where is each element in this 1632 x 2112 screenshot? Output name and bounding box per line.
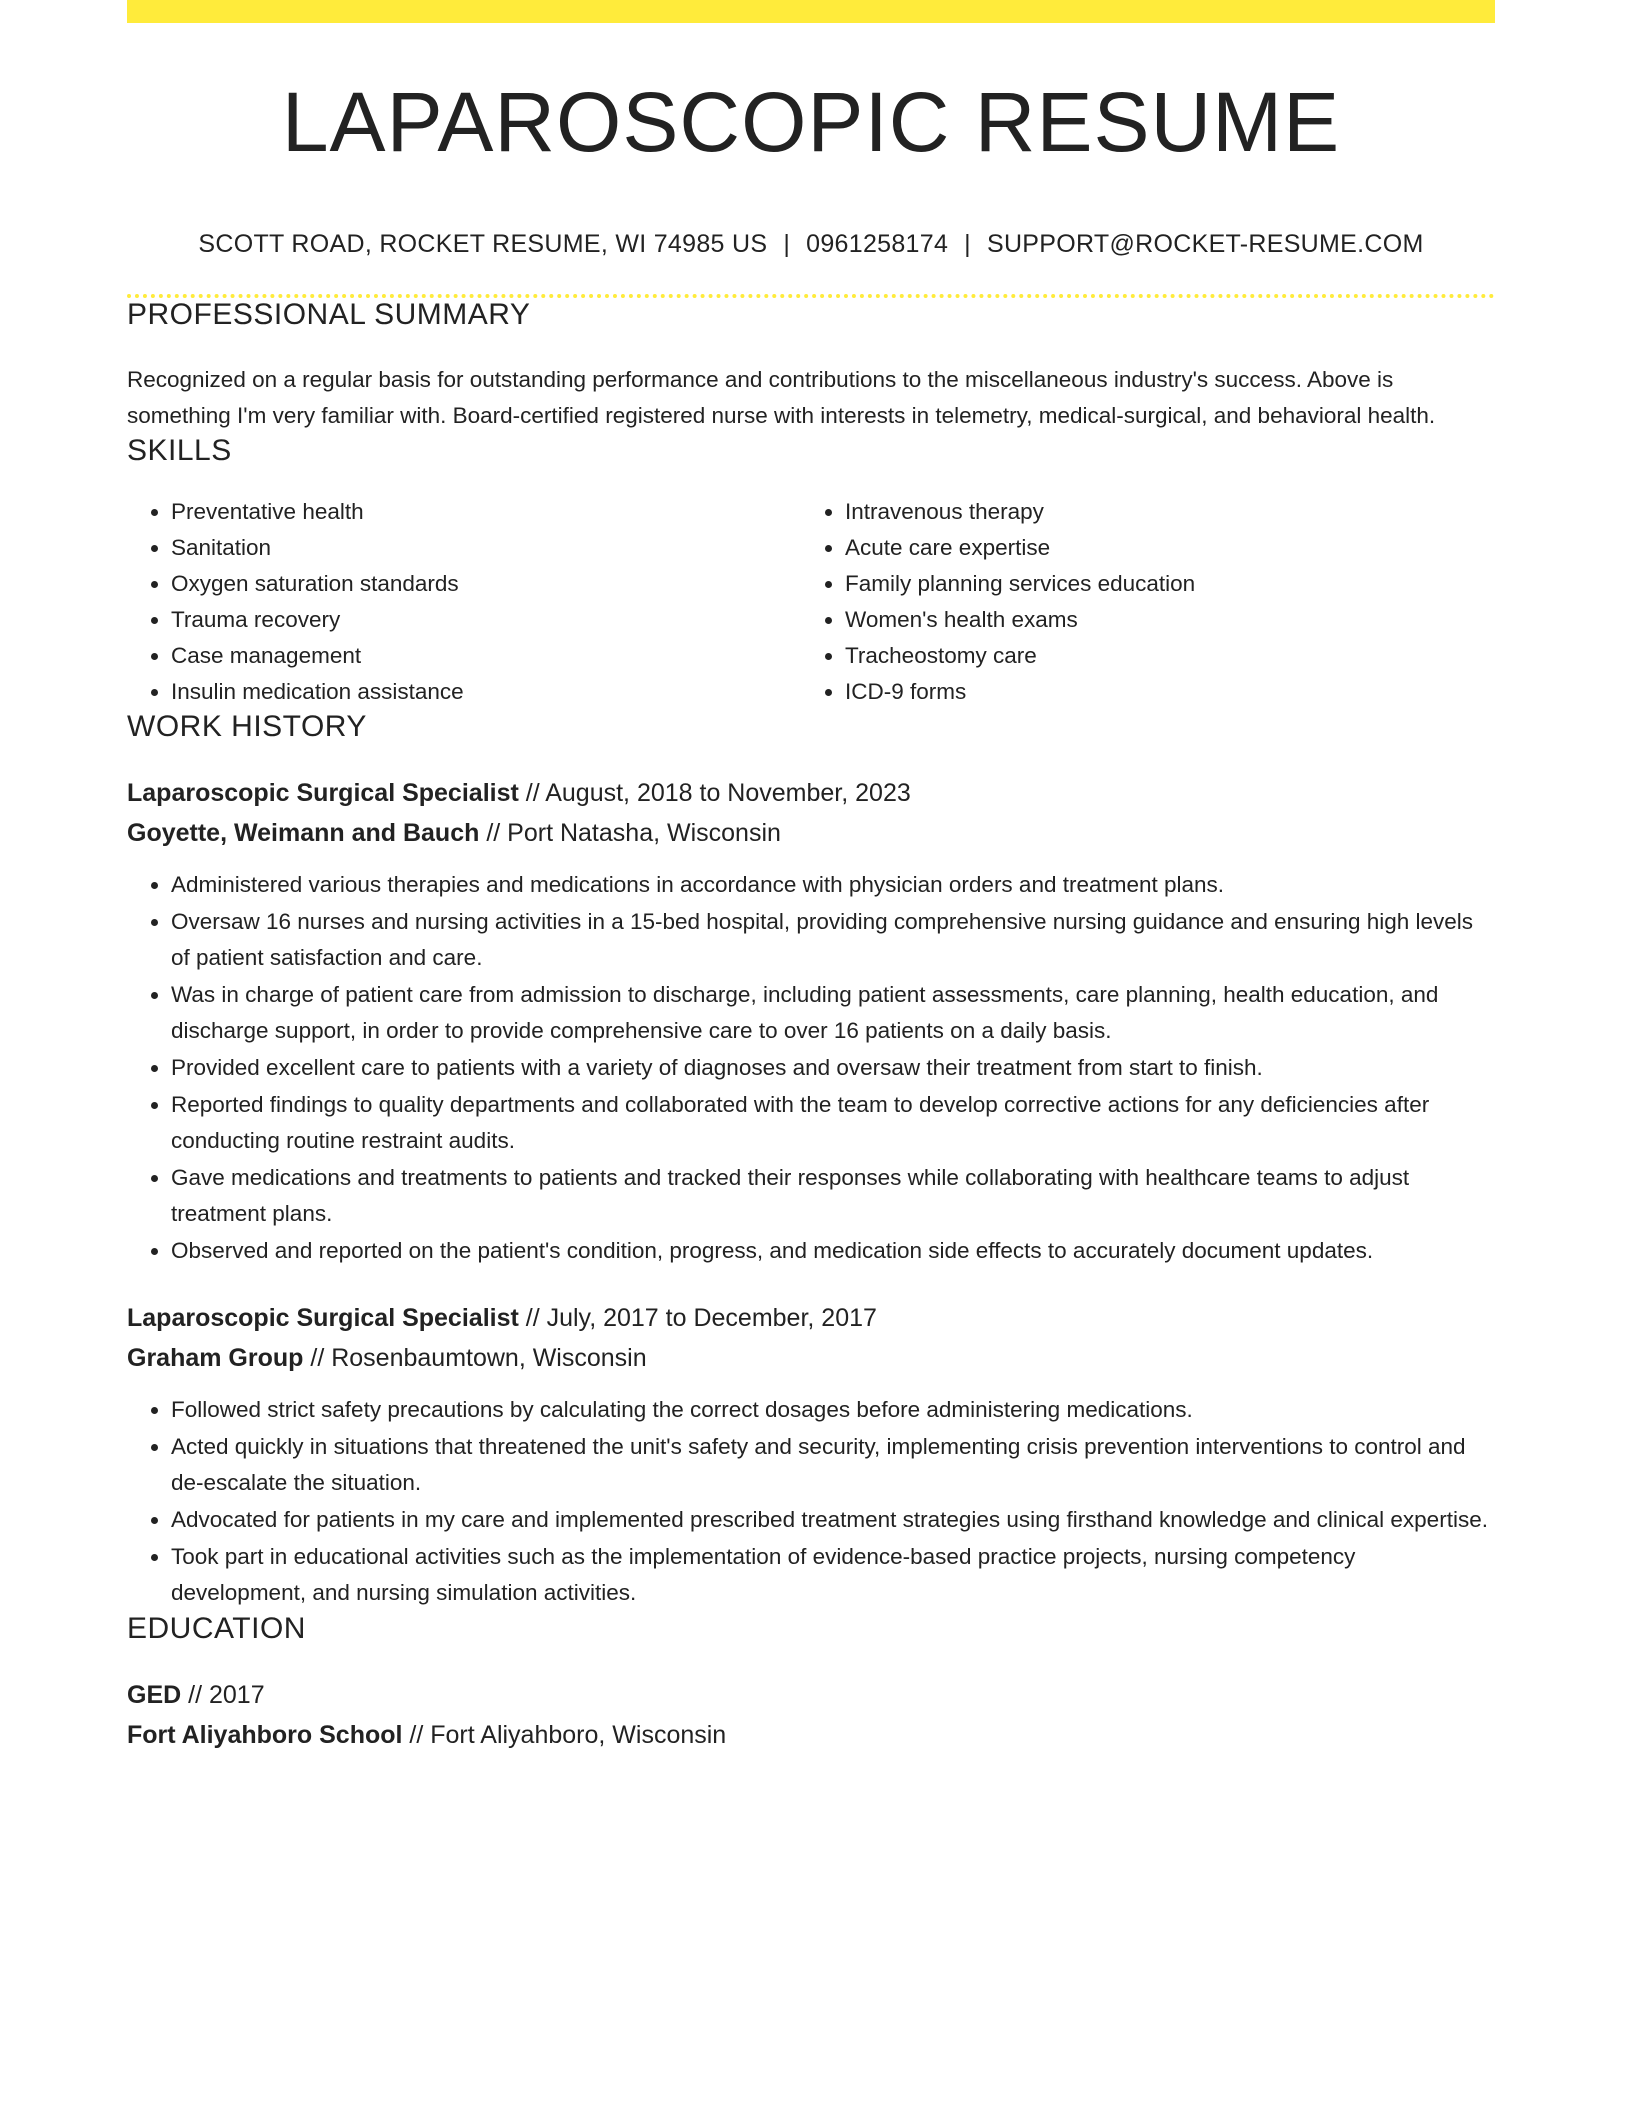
contact-line — [127, 230, 1495, 259]
job-bullet: • Administered various therapies and medications in accordance with physician orders and treatment plans. — [171, 867, 1495, 903]
job-bullet: • Reported findings to quality departments and collaborated with the team to develop corrective actions for any deficiencies after conducting routine restraint audits. — [171, 1087, 1495, 1159]
job-bullet: • Was in charge of patient care from admission to discharge, including patient assessments, care planning, health education, and discharge support, in order to provide comprehensive care to over 16 patients on a daily basis. — [171, 977, 1495, 1049]
job-bullet: • Advocated for patients in my care and implemented prescribed treatment strategies using firsthand knowledge and clinical expertise. — [171, 1502, 1495, 1538]
skill-item: • Intravenous therapy — [845, 494, 1475, 530]
education-degree: GED — [127, 1681, 182, 1710]
job-bullets — [127, 1392, 1495, 1611]
skill-item: • Preventative health — [171, 494, 801, 530]
contact-separator: | — [964, 230, 971, 259]
skill-item: • Acute care expertise — [845, 530, 1475, 566]
resume-content — [127, 0, 1495, 1755]
job-title-line — [127, 1298, 1495, 1338]
skill-item: • Family planning services education — [845, 566, 1475, 602]
job-bullet: • Followed strict safety precautions by calculating the correct dosages before administering medications. — [171, 1392, 1495, 1428]
education-school-line — [127, 1715, 1495, 1755]
job-bullet: • Acted quickly in situations that threatened the unit's safety and security, implementing crisis prevention interventions to control and de-escalate the situation. — [171, 1429, 1495, 1501]
job-company: Goyette, Weimann and Bauch — [127, 819, 480, 848]
job-company-line — [127, 1338, 1495, 1378]
job-entry — [127, 773, 1495, 1269]
education-degree-line — [127, 1675, 1495, 1715]
job-location: // Port Natasha, Wisconsin — [486, 819, 781, 848]
skills-right-list — [801, 494, 1475, 710]
job-bullets — [127, 867, 1495, 1269]
work-history-heading: WORK HISTORY — [127, 710, 367, 744]
education-school: Fort Aliyahboro School — [127, 1721, 403, 1750]
job-bullet: • Oversaw 16 nurses and nursing activities in a 15-bed hospital, providing comprehensive nursing guidance and ensuring high levels of patient satisfaction and care. — [171, 904, 1495, 976]
summary-heading: PROFESSIONAL SUMMARY — [127, 298, 531, 332]
job-company-line — [127, 813, 1495, 853]
job-bullet: • Observed and reported on the patient's condition, progress, and medication side effects to accurately document updates. — [171, 1233, 1495, 1269]
education-location: // Fort Aliyahboro, Wisconsin — [409, 1721, 727, 1750]
resume-title: LAPAROSCOPIC RESUME — [281, 75, 1341, 169]
skill-item: • ICD-9 forms — [845, 674, 1475, 710]
contact-email: SUPPORT@ROCKET-RESUME.COM — [986, 230, 1424, 259]
job-company: Graham Group — [127, 1344, 304, 1373]
job-dates: // July, 2017 to December, 2017 — [525, 1304, 877, 1333]
job-dates: // August, 2018 to November, 2023 — [525, 779, 911, 808]
job-title: Laparoscopic Surgical Specialist — [127, 779, 519, 808]
skill-item: • Trauma recovery — [171, 602, 801, 638]
education-year: // 2017 — [188, 1681, 265, 1710]
contact-address: SCOTT ROAD, ROCKET RESUME, WI 74985 US — [198, 230, 768, 259]
skill-item: • Oxygen saturation standards — [171, 566, 801, 602]
job-bullet: • Provided excellent care to patients with a variety of diagnoses and oversaw their treatment from start to finish. — [171, 1050, 1495, 1086]
summary-text: Recognized on a regular basis for outstanding performance and contributions to the miscellaneous industry's success. Above is something I'm very familiar with. Board-certified registered nurse with interests in telemetry, medical-surgical, and behavioral health. — [127, 367, 1436, 429]
contact-separator: | — [783, 230, 791, 259]
skill-item: • Case management — [171, 638, 801, 674]
job-title: Laparoscopic Surgical Specialist — [127, 1304, 519, 1333]
job-bullet: • Gave medications and treatments to patients and tracked their responses while collaborating with healthcare teams to adjust treatment plans. — [171, 1160, 1495, 1232]
skill-item: • Sanitation — [171, 530, 801, 566]
job-location: // Rosenbaumtown, Wisconsin — [310, 1344, 647, 1373]
job-bullet: • Took part in educational activities such as the implementation of evidence-based practice projects, nursing competency development, and nursing simulation activities. — [171, 1539, 1495, 1611]
skill-item: • Women's health exams — [845, 602, 1475, 638]
skill-item: • Insulin medication assistance — [171, 674, 801, 710]
skills-left-list — [127, 494, 801, 710]
skill-item: • Tracheostomy care — [845, 638, 1475, 674]
job-entry — [127, 1298, 1495, 1611]
skills-columns — [127, 494, 1495, 710]
job-title-line — [127, 773, 1495, 813]
education-heading: EDUCATION — [127, 1612, 306, 1646]
skills-heading: SKILLS — [127, 434, 232, 468]
contact-phone: 0961258174 — [806, 230, 949, 259]
